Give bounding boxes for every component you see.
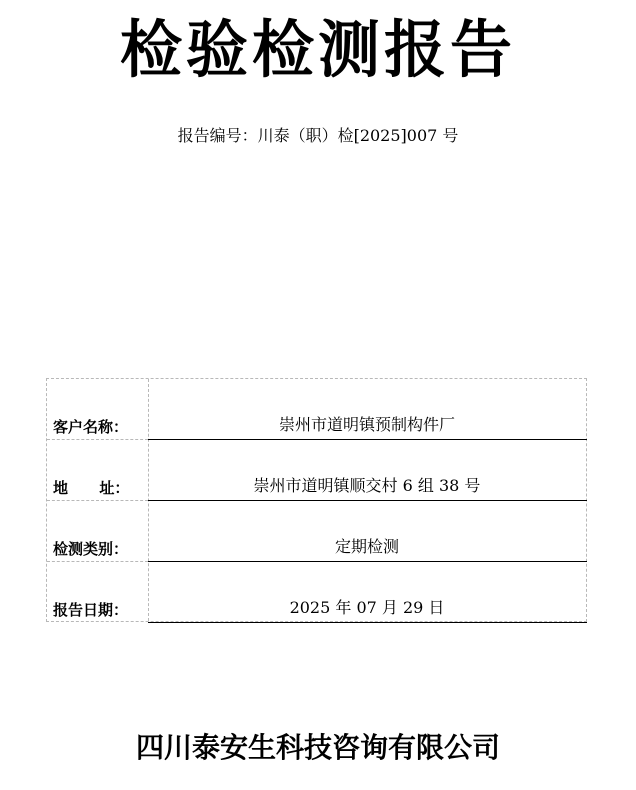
report-title: 检验检测报告 bbox=[119, 13, 516, 86]
field-value-inspection-type: 定期检测 bbox=[334, 537, 399, 556]
field-label-report-date: 报告日期： bbox=[53, 601, 129, 619]
field-value-client-name: 崇州市道明镇预制构件厂 bbox=[278, 415, 455, 434]
company-name: 四川泰安生科技咨询有限公司 bbox=[135, 731, 500, 764]
field-label-inspection-type: 检测类别： bbox=[53, 540, 129, 558]
field-underline bbox=[148, 622, 587, 623]
field-value-address: 崇州市道明镇顺交村 6 组 38 号 bbox=[253, 476, 481, 495]
report-number: 报告编号：川泰（职）检[2025]007 号 bbox=[177, 126, 459, 145]
field-value-report-date: 2025 年 07 月 29 日 bbox=[289, 598, 445, 617]
field-row-client-name bbox=[47, 379, 586, 440]
field-row-report-date bbox=[47, 562, 586, 623]
field-row-inspection-type bbox=[47, 501, 586, 562]
field-row-address bbox=[47, 440, 586, 501]
field-label-address: 地 址： bbox=[53, 479, 130, 497]
field-label-client-name: 客户名称： bbox=[53, 418, 129, 436]
report-info-table bbox=[46, 378, 587, 622]
